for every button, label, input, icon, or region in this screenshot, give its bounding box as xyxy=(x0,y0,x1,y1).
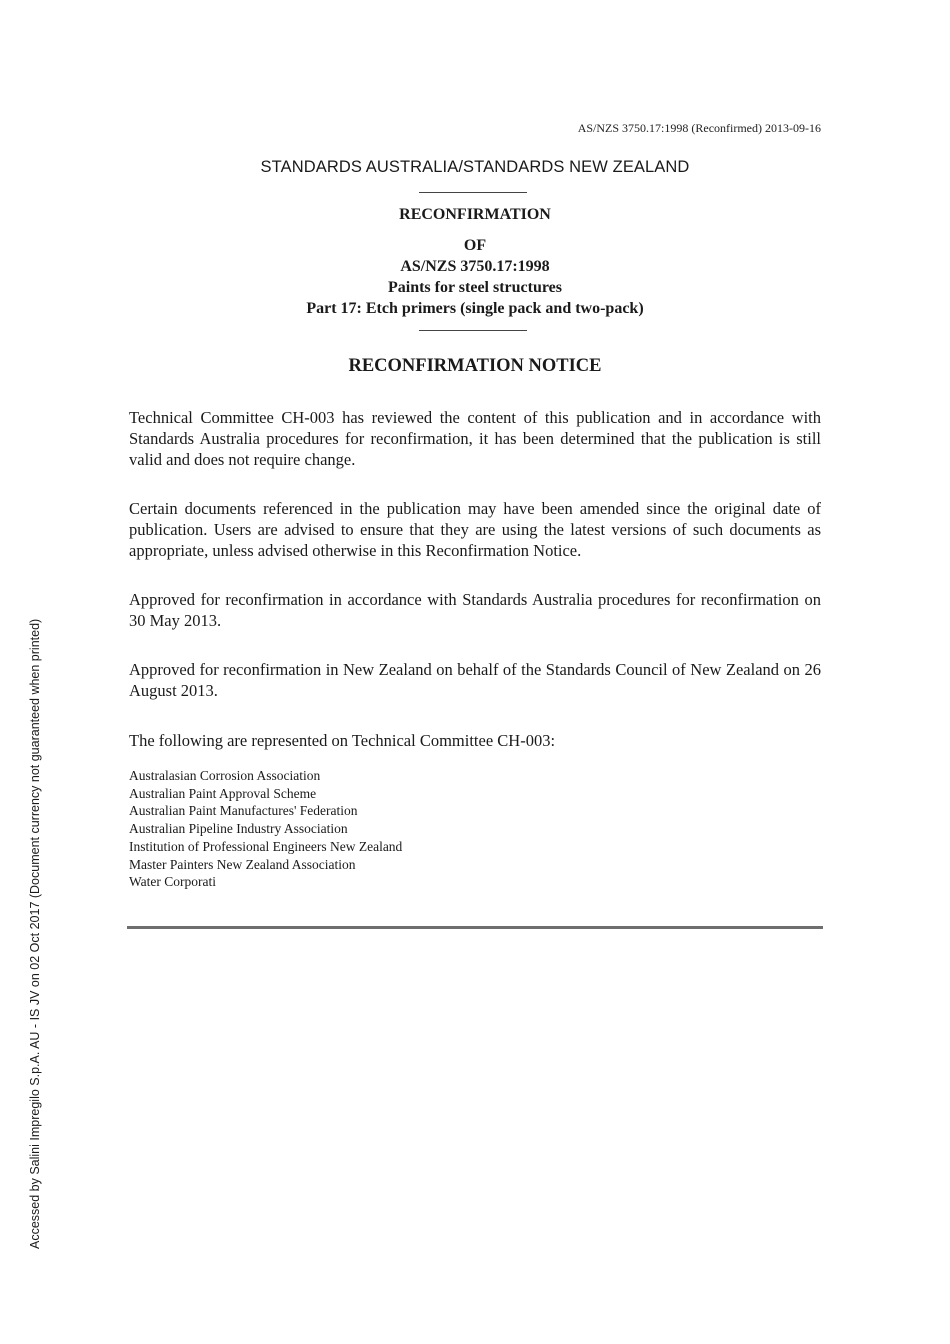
top-divider xyxy=(419,192,527,193)
organization-title: STANDARDS AUSTRALIA/STANDARDS NEW ZEALAND xyxy=(260,158,690,176)
references-paragraph: Certain documents referenced in the publication may have been amended since the original date of publication. Users are advised to ensure that they are using the latest versions of such documents as appropriate, unless advised otherwise in this Reconfirmation Notice. xyxy=(129,499,821,560)
list-item: Water Corporati xyxy=(129,874,217,890)
list-item: Australian Paint Approval Scheme xyxy=(129,785,317,801)
list-item: Master Painters New Zealand Association xyxy=(129,856,356,872)
standard-part: Part 17: Etch primers (single pack and two-pack) xyxy=(306,300,644,317)
list-item: Australasian Corrosion Association xyxy=(129,768,321,783)
review-paragraph: Technical Committee CH-003 has reviewed the content of this publication and in accordance with Standards Australia procedures for reconfirmation, it has been determined that the publication is still valid and does not require change. xyxy=(129,408,821,469)
new-zealand-approval-paragraph: Approved for reconfirmation in New Zealand on behalf of the Standards Council of New Zealand on 26 August 2013. xyxy=(129,660,821,700)
footer-rule xyxy=(127,926,823,929)
committee-member-list xyxy=(129,767,402,891)
reconfirmation-heading: RECONFIRMATION xyxy=(399,206,551,223)
document-identifier: AS/NZS 3750.17:1998 (Reconfirmed) 2013-09-16 xyxy=(577,121,821,135)
of-label: OF xyxy=(463,237,487,254)
list-item: Australian Pipeline Industry Association xyxy=(129,821,348,837)
committee-intro-paragraph: The following are represented on Technical Committee CH-003: xyxy=(129,731,556,750)
access-watermark: Accessed by Salini Impregilo S.p.A. AU - IS JV on 02 Oct 2017 (Document currency not guaranteed when printed) xyxy=(28,618,42,1249)
list-item: Institution of Professional Engineers New Zealand xyxy=(129,838,403,854)
standard-title: Paints for steel structures xyxy=(387,279,563,296)
bottom-divider xyxy=(419,330,527,331)
australia-approval-paragraph: Approved for reconfirmation in accordance with Standards Australia procedures for reconfirmation on 30 May 2013. xyxy=(129,590,821,630)
standard-heading xyxy=(0,235,950,319)
notice-title: RECONFIRMATION NOTICE xyxy=(348,356,602,376)
list-item: Australian Paint Manufactures' Federation xyxy=(129,803,358,819)
standard-number: AS/NZS 3750.17:1998 xyxy=(400,258,550,275)
